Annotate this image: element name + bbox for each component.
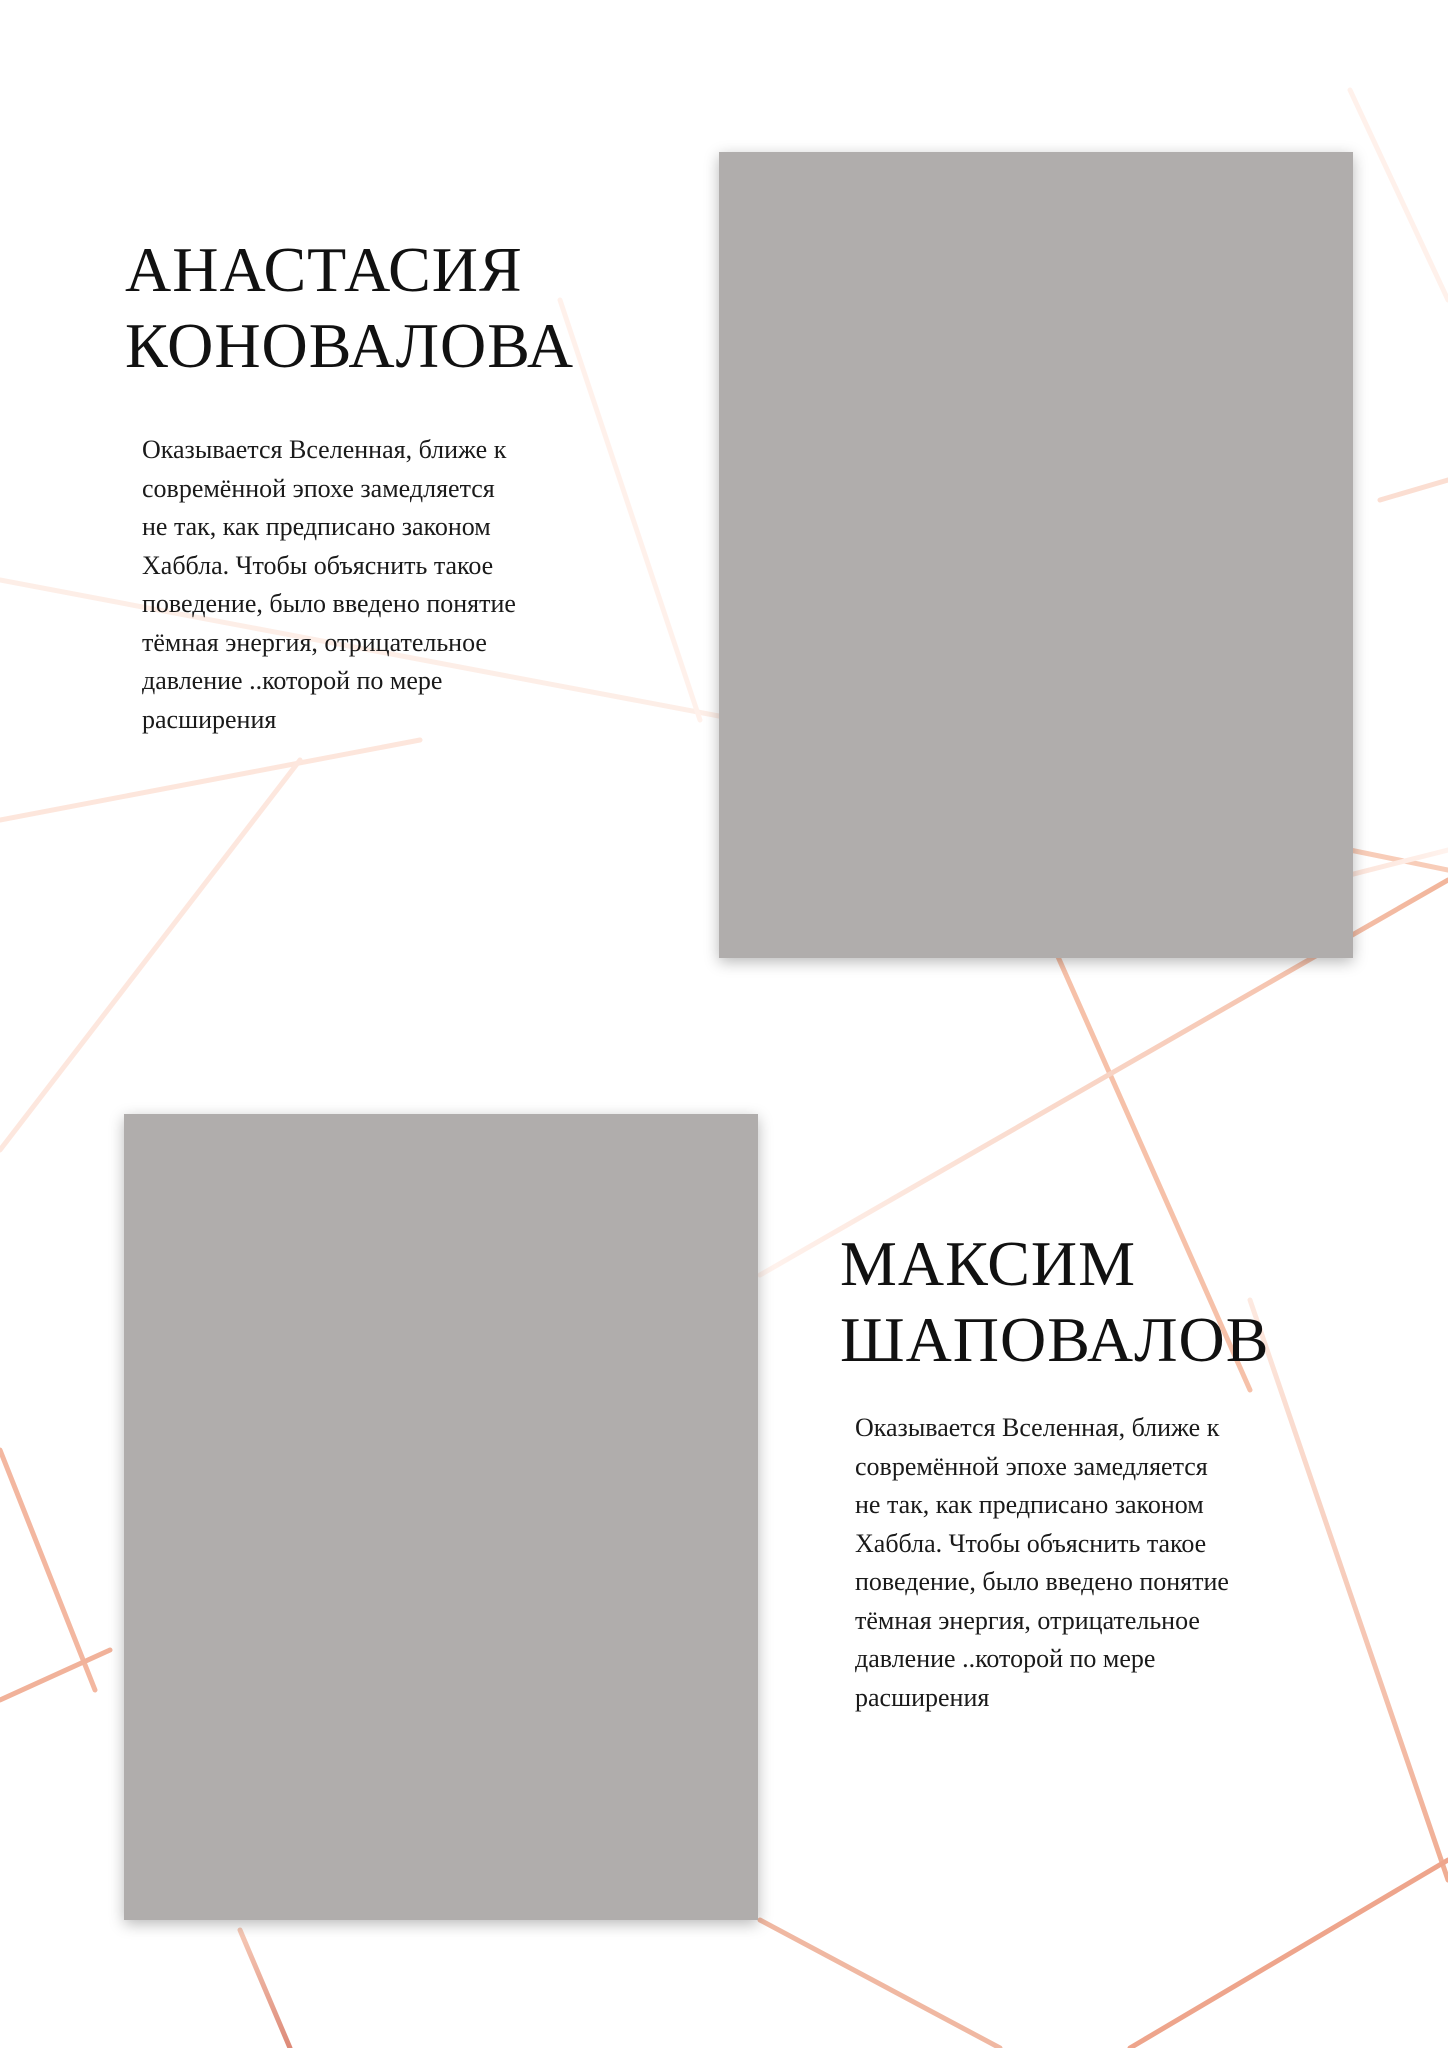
name-line-last: КОНОВАЛОВА [125, 310, 575, 381]
photo-placeholder-1[interactable] [719, 152, 1353, 958]
name-line-last: ШАПОВАЛОВ [840, 1304, 1270, 1375]
profile-name-1 [125, 232, 574, 384]
profile-name-2 [840, 1226, 1269, 1378]
profile-bio-2: Оказывается Вселенная, ближе к совремённой эпохе замедляется не так, как предписано законом Хаббла. Чтобы объяснить такое поведение, было введено понятие тёмная энергия, отрицательное давление ..которой по мере расширения [855, 1413, 1229, 1712]
photo-placeholder-2[interactable] [124, 1114, 758, 1920]
name-line-first: МАКСИМ [840, 1228, 1137, 1299]
name-line-first: АНАСТАСИЯ [125, 234, 523, 305]
profile-bio-1: Оказывается Вселенная, ближе к совремённой эпохе замедляется не так, как предписано законом Хаббла. Чтобы объяснить такое поведение, было введено понятие тёмная энергия, отрицательное давление ..которой по мере расширения [142, 435, 516, 734]
